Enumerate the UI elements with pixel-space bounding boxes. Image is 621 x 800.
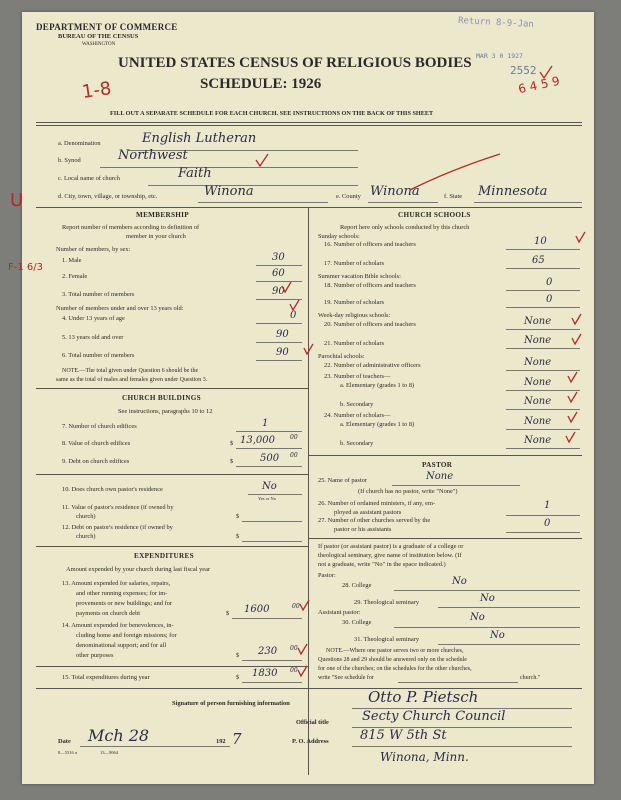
local-name-label: c. Local name of church — [58, 175, 120, 182]
date-label: Date — [58, 738, 71, 745]
check-mark — [540, 66, 552, 78]
q1-value[interactable]: 30 — [272, 252, 285, 263]
check-mark — [256, 154, 268, 166]
q4-label: 4. Under 13 years of age — [62, 315, 125, 322]
summer-schools-label: Summer vacation Bible schools: — [318, 273, 401, 280]
q26-value[interactable]: 1 — [544, 500, 551, 511]
signature-label: Signature of person furnishing information — [172, 700, 290, 707]
check-mark — [304, 344, 313, 354]
check-mark — [566, 432, 575, 442]
form-instruction: FILL OUT A SEPARATE SCHEDULE FOR EACH CHURCH. SEE INSTRUCTIONS ON THE BACK OF THIS SHEET — [110, 110, 434, 117]
check-mark — [298, 666, 307, 676]
q16-value[interactable]: 10 — [534, 236, 547, 247]
q23b-label: b. Secondary — [340, 401, 374, 408]
pastor-note: NOTE.—Where one pastor serves two or more churches, — [326, 648, 464, 654]
q24-label: 24. Number of scholars— — [324, 412, 391, 419]
q14-value[interactable]: 230 — [258, 646, 278, 657]
q17-value[interactable]: 65 — [532, 255, 545, 266]
q12-label: 12. Debt on pastor's residence (if owned by — [62, 524, 173, 531]
dollar-sign: $ — [230, 440, 234, 447]
q23b-value[interactable]: None — [524, 396, 552, 407]
q8-cents: 00 — [290, 434, 298, 441]
q26-label: ployed as assistant pastors — [334, 509, 402, 516]
q29-value[interactable]: No — [480, 593, 495, 604]
po-address-city[interactable]: Winona, Minn. — [380, 750, 469, 764]
received-stamp-date: MAR 3 0 1927 — [476, 52, 523, 60]
q2-label: 2. Female — [62, 273, 88, 280]
dollar-sign: $ — [236, 652, 240, 659]
expenditures-intro: Amount expended by your church during last fiscal year — [66, 566, 211, 573]
graduate-instruction: theological seminary, give name of institution below. (If — [318, 552, 462, 559]
po-address-value[interactable]: 815 W 5th St — [360, 728, 447, 743]
q13-value[interactable]: 1600 — [244, 604, 270, 615]
form-code: 13—9064 — [100, 750, 118, 755]
red-file-number: 6 4 5 9 — [517, 73, 561, 97]
pencil-note: Return 8-9-Jan — [457, 16, 535, 30]
q9-label: 9. Debt on church edifices — [62, 458, 130, 465]
q14-label: cluding home and foreign missions; for — [76, 632, 177, 639]
q21-label: 21. Number of scholars — [324, 340, 384, 347]
q11-label: church) — [76, 513, 96, 520]
weekday-schools-label: Week-day religious schools: — [318, 312, 391, 319]
q19-label: 19. Number of scholars — [324, 299, 384, 306]
membership-note: NOTE.—The total given under Question 6 should be the — [62, 368, 199, 374]
q27-label: 27. Number of other churches served by the — [318, 517, 431, 524]
q15-value[interactable]: 1830 — [252, 668, 278, 679]
membership-intro: member in your church — [126, 233, 186, 240]
county-label: e. County — [336, 193, 361, 200]
denomination-value[interactable]: English Lutheran — [142, 131, 257, 146]
q18-label: 18. Number of officers and teachers — [324, 282, 416, 289]
q25-label: 25. Name of pastor — [318, 477, 367, 484]
q24a-label: a. Elementary (grades 1 to 8) — [340, 421, 415, 428]
q7-label: 7. Number of church edifices — [62, 423, 137, 430]
q30-value[interactable]: No — [470, 612, 485, 623]
q14-label: 14. Amount expended for benevolences, in- — [62, 622, 174, 629]
official-title-value[interactable]: Secty Church Council — [362, 709, 506, 724]
q3-label: 3. Total number of members — [62, 291, 135, 298]
check-mark — [290, 300, 299, 310]
dollar-sign: $ — [226, 610, 230, 617]
q6-label: 6. Total number of members — [62, 352, 135, 359]
q5-label: 5. 13 years old and over — [62, 334, 124, 341]
q25-value[interactable]: None — [426, 471, 454, 482]
membership-intro: Report number of members according to definition of — [62, 224, 200, 231]
dollar-sign: $ — [236, 533, 240, 540]
q9-value[interactable]: 500 — [260, 453, 280, 464]
schedule-title: SCHEDULE: 1926 — [200, 76, 322, 92]
city-label: d. City, town, village, or township, etc. — [58, 193, 158, 200]
local-name-value[interactable]: Faith — [178, 166, 212, 181]
q8-label: 8. Value of church edifices — [62, 440, 131, 447]
q4-value[interactable]: 0 — [290, 310, 297, 321]
q29-label: 29. Theological seminary — [354, 599, 420, 606]
parochial-schools-label: Parochial schools: — [318, 353, 365, 360]
received-stamp-number: 2552 — [510, 64, 537, 77]
pastor-note: write "See schedule for — [318, 675, 374, 681]
date-year-suffix[interactable]: 7 — [232, 730, 242, 748]
q25-hint: (If church has no pastor, write "None") — [358, 488, 458, 495]
check-mark — [568, 372, 577, 382]
date-month-day[interactable]: Mch 28 — [88, 726, 150, 745]
bureau-name: BUREAU OF THE CENSUS — [58, 33, 139, 40]
q14-label: denominational support; and for all — [76, 642, 167, 649]
members-by-sex-label: Number of members, by sex: — [56, 246, 131, 253]
denomination-label: a. Denomination — [58, 140, 101, 147]
q13-cents: 00 — [292, 603, 300, 610]
pastor-note: Questions 28 and 29 should be answered only on the schedule — [318, 657, 467, 663]
dollar-sign: $ — [236, 513, 240, 520]
red-mark-fraction: F-1 6/3 — [8, 262, 43, 273]
graduate-instruction: not a graduate, write "No" in the space indicated.) — [318, 561, 446, 568]
q18-value[interactable]: 0 — [546, 277, 553, 288]
check-mark — [410, 154, 500, 190]
pastor-heading: PASTOR — [422, 461, 453, 469]
date-year-prefix: 192 — [216, 738, 226, 745]
q13-label: 13. Amount expended for salaries, repairs, — [62, 580, 171, 587]
city-value[interactable]: Winona — [204, 184, 254, 199]
q14-cents: 00 — [290, 645, 298, 652]
county-value[interactable]: Winona — [370, 184, 420, 199]
q26-label: 26. Number of ordained ministers, if any, em- — [318, 500, 436, 507]
assistant-pastor-sublabel: Assistant pastor: — [318, 609, 361, 616]
state-value[interactable]: Minnesota — [478, 184, 548, 199]
q31-value[interactable]: No — [490, 630, 505, 641]
buildings-heading: CHURCH BUILDINGS — [122, 394, 201, 402]
q23a-label: a. Elementary (grades 1 to 8) — [340, 382, 415, 389]
pastor-note: church." — [520, 675, 541, 681]
q13-label: provements or new buildings; and for — [76, 600, 173, 607]
form-title: UNITED STATES CENSUS OF RELIGIOUS BODIES — [118, 55, 472, 71]
sunday-schools-label: Sunday schools: — [318, 233, 360, 240]
check-mark — [576, 232, 585, 242]
q27-label: pastor or his assistants — [334, 526, 392, 533]
q3-value[interactable]: 90 — [272, 286, 285, 297]
schools-heading: CHURCH SCHOOLS — [398, 211, 471, 219]
buildings-intro: See instructions, paragraphs 10 to 12 — [118, 408, 213, 415]
membership-note: same as the total of males and females given under Question 3. — [56, 377, 208, 383]
q24b-label: b. Secondary — [340, 440, 374, 447]
members-by-age-label: Number of members under and over 13 years old: — [56, 305, 184, 312]
q13-label: and other running expenses; for im- — [76, 590, 168, 597]
form-code: 8—5316 a — [58, 750, 77, 755]
q1-label: 1. Male — [62, 257, 82, 264]
q10-value[interactable]: No — [262, 481, 277, 492]
graduate-instruction: If pastor (or assistant pastor) is a graduate of a college or — [318, 543, 464, 550]
dollar-sign: $ — [236, 674, 240, 681]
q10-hint: Yes or No — [258, 496, 277, 501]
department-name: DEPARTMENT OF COMMERCE — [36, 22, 178, 32]
q20-label: 20. Number of officers and teachers — [324, 321, 416, 328]
check-mark — [568, 412, 577, 422]
q10-label: 10. Does church own pastor's residence — [62, 486, 163, 493]
q19-value[interactable]: 0 — [546, 294, 553, 305]
membership-heading: MEMBERSHIP — [136, 211, 189, 219]
pastor-note: for one of the churches; on the schedules for the other churches, — [318, 666, 472, 672]
q28-value[interactable]: No — [452, 576, 467, 587]
state-label: f. State — [444, 193, 463, 200]
q31-label: 31. Theological seminary — [354, 636, 420, 643]
q2-value[interactable]: 60 — [272, 268, 285, 279]
red-mark-u: U — [10, 190, 24, 211]
q23-label: 23. Number of teachers— — [324, 373, 391, 380]
schools-intro: Report here only schools conducted by this church — [340, 224, 470, 231]
q16-label: 16. Number of officers and teachers — [324, 241, 416, 248]
q15-cents: 00 — [290, 667, 298, 674]
q23a-value[interactable]: None — [524, 377, 552, 388]
official-title-label: Official title — [296, 719, 329, 726]
q22-label: 22. Number of administrative officers — [324, 362, 421, 369]
po-address-label: P. O. Address — [292, 738, 329, 745]
q6-value[interactable]: 90 — [276, 347, 289, 358]
q17-label: 17. Number of scholars — [324, 260, 384, 267]
synod-label: b. Synod — [58, 157, 81, 164]
q24b-value[interactable]: None — [524, 435, 552, 446]
q13-label: payments on church debt — [76, 610, 141, 617]
q9-cents: 00 — [290, 452, 298, 459]
check-mark — [572, 314, 581, 324]
red-mark-left: 1-8 — [80, 78, 113, 103]
dollar-sign: $ — [230, 458, 234, 465]
q8-value[interactable]: 13,000 — [240, 435, 275, 446]
expenditures-heading: EXPENDITURES — [134, 552, 194, 560]
check-mark — [300, 600, 309, 610]
q30-label: 30. College — [342, 619, 372, 626]
q7-value[interactable]: 1 — [262, 418, 269, 429]
signature-value[interactable]: Otto P. Pietsch — [368, 688, 479, 706]
q15-label: 15. Total expenditures during year — [62, 674, 150, 681]
q27-value[interactable]: 0 — [544, 518, 551, 529]
q11-label: 11. Value of pastor's residence (if owned by — [62, 504, 174, 511]
q22-value[interactable]: None — [524, 357, 552, 368]
q14-label: other purposes — [76, 652, 114, 659]
pastor-sublabel: Pastor: — [318, 572, 336, 579]
q24a-value[interactable]: None — [524, 416, 552, 427]
check-mark — [568, 392, 577, 402]
q5-value[interactable]: 90 — [276, 329, 289, 340]
check-mark — [282, 282, 291, 292]
q28-label: 28. College — [342, 582, 372, 589]
q21-value[interactable]: None — [524, 335, 552, 346]
q20-value[interactable]: None — [524, 316, 552, 327]
check-mark — [298, 644, 307, 654]
bureau-city: WASHINGTON — [82, 42, 116, 47]
q12-label: church) — [76, 533, 96, 540]
check-mark — [572, 334, 581, 344]
synod-value[interactable]: Northwest — [118, 148, 188, 163]
